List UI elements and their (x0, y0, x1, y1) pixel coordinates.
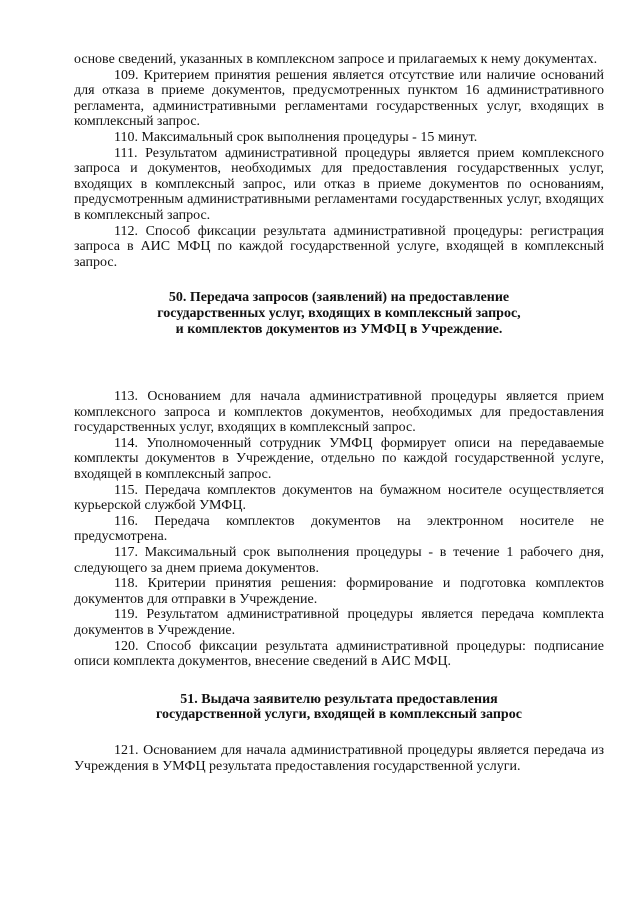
paragraph-121: 121. Основанием для начала административной процедуры является передача из Учреждения в УМФЦ результата предоставления государственной услуги. (74, 742, 604, 774)
section-50-heading-line-1: 50. Передача запросов (заявлений) на предоставление (168, 290, 510, 306)
paragraph-112: 112. Способ фиксации результата административной процедуры: регистрация запроса в АИС МФЦ по каждой государственной услуге, входящей в комплексный запрос. (74, 223, 604, 270)
paragraph-120: 120. Способ фиксации результата административной процедуры: подписание описи комплекта документов, внесение сведений в АИС МФЦ. (74, 638, 604, 670)
paragraph-continuation: основе сведений, указанных в комплексном запросе и прилагаемых к нему документах. (74, 52, 598, 67)
section-50-heading-line-3: и комплектов документов из УМФЦ в Учреждение. (175, 321, 503, 337)
section-50-heading-line-2: государственных услуг, входящих в комплексный запрос, (157, 305, 521, 321)
section-51-heading-line-1: 51. Выдача заявителю результата предоставления (180, 691, 498, 707)
paragraph-117: 117. Максимальный срок выполнения процедуры - в течение 1 рабочего дня, следующего за днем приема документов. (74, 545, 604, 576)
paragraph-114: 114. Уполномоченный сотрудник УМФЦ формирует описи на передаваемые комплекты документов в Учреждение, отдельно по каждой государственной услуге, входящей в комплексный запрос. (74, 435, 604, 483)
paragraph-113: 113. Основанием для начала административной процедуры является прием комплексного запроса и комплектов документов, необходимых для предоставления государственных услуг, входящих в комплексный запрос. (74, 389, 604, 436)
paragraph-116: 116. Передача комплектов документов на электронном носителе не предусмотрена. (74, 513, 604, 545)
paragraph-119: 119. Результатом административной процедуры является передача комплекта документов в Учреждение. (74, 607, 604, 638)
document-page (74, 52, 604, 774)
section-50-heading (74, 290, 604, 337)
paragraph-110: 110. Максимальный срок выполнения процедуры - 15 минут. (114, 129, 478, 145)
paragraph-115: 115. Передача комплектов документов на бумажном носителе осуществляется курьерской службой УМФЦ. (74, 482, 604, 514)
paragraph-109: 109. Критерием принятия решения является отсутствие или наличие оснований для отказа в приеме документов, предусмотренных пунктом 16 административного регламента, административными регламентами государственных услуг, входящих в комплексный запрос. (74, 67, 604, 130)
paragraph-111: 111. Результатом административной процедуры является прием комплексного запроса и документов, необходимых для предоставления государственных услуг, входящих в комплексный запрос, или отказ в приеме документов по основаниям, предусмотренным административными регламентами государственных услуг, входящих в комплексный запрос. (74, 145, 604, 223)
section-51-heading (74, 692, 604, 723)
paragraph-118: 118. Критерии принятия решения: формирование и подготовка комплектов документов для отправки в Учреждение. (74, 576, 604, 607)
section-51-heading-line-2: государственной услуги, входящей в комплексный запрос (156, 707, 522, 723)
